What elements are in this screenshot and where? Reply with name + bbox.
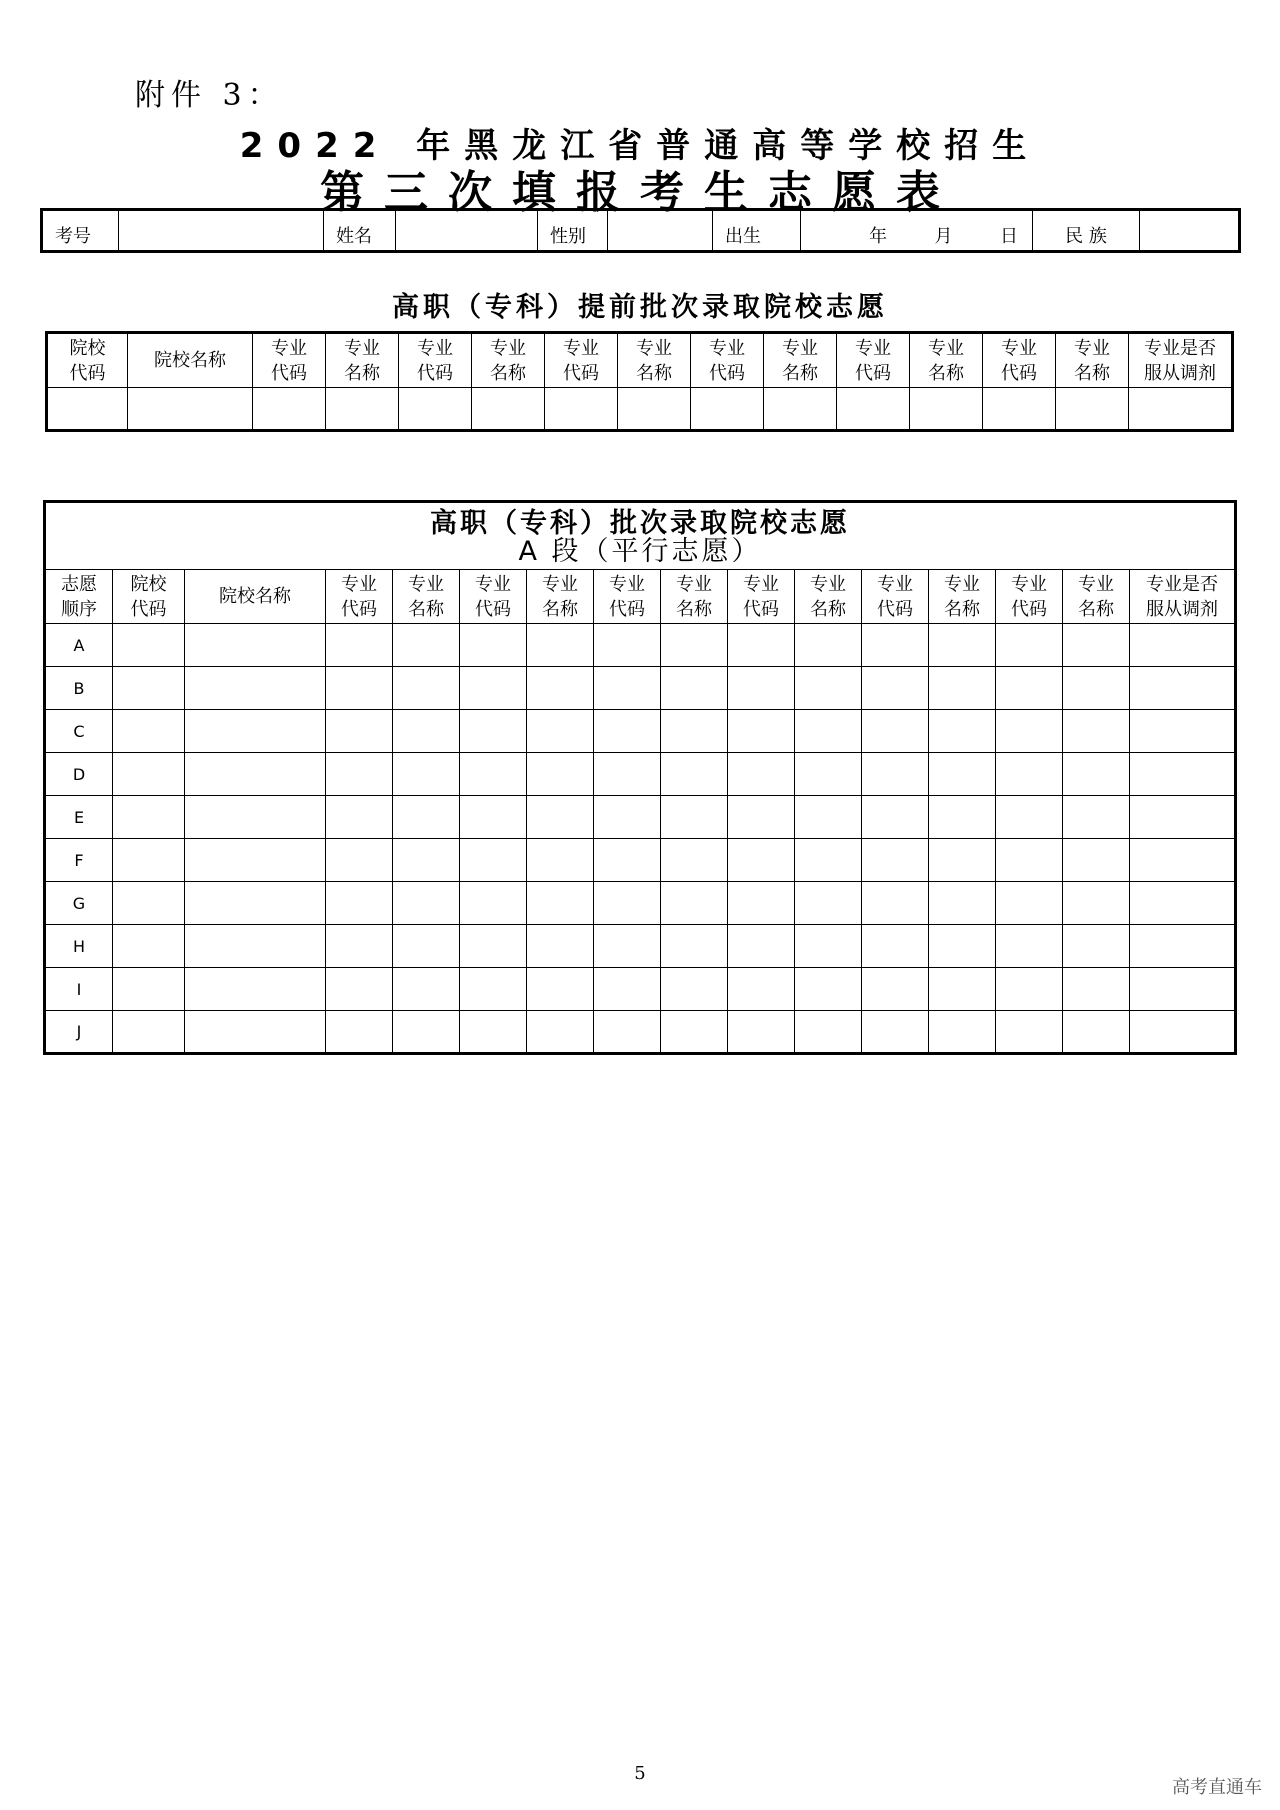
input-cell[interactable]	[393, 710, 460, 753]
input-cell[interactable]	[594, 753, 661, 796]
input-cell[interactable]	[326, 968, 393, 1011]
input-cell[interactable]	[862, 882, 929, 925]
input-cell[interactable]	[185, 1011, 326, 1054]
input-cell[interactable]	[1063, 882, 1130, 925]
input-cell[interactable]	[661, 796, 728, 839]
input-cell[interactable]	[764, 388, 837, 431]
input-cell[interactable]	[929, 667, 996, 710]
input-cell[interactable]	[996, 925, 1063, 968]
input-cell[interactable]	[929, 882, 996, 925]
input-cell[interactable]	[594, 624, 661, 667]
input-cell[interactable]	[393, 753, 460, 796]
input-cell[interactable]	[594, 710, 661, 753]
day-label: 日	[1000, 226, 1018, 247]
column-header: 专业 名称	[393, 570, 460, 624]
section1-title: 高职（专科）提前批次录取院校志愿	[392, 292, 888, 323]
input-cell[interactable]	[594, 839, 661, 882]
gender-label: 性别	[538, 210, 608, 252]
column-header: 专业 名称	[1056, 333, 1129, 388]
input-cell[interactable]	[1130, 796, 1236, 839]
input-cell[interactable]	[910, 388, 983, 431]
form-title-line2: 第三次填报考生志愿表	[320, 167, 960, 218]
input-cell[interactable]	[527, 968, 594, 1011]
input-cell[interactable]	[326, 882, 393, 925]
input-cell[interactable]	[326, 710, 393, 753]
input-cell[interactable]	[393, 1011, 460, 1054]
input-cell[interactable]	[862, 753, 929, 796]
input-cell[interactable]	[460, 624, 527, 667]
input-cell[interactable]	[393, 882, 460, 925]
input-cell[interactable]	[113, 968, 185, 1011]
preference-order: G	[45, 882, 113, 925]
input-cell[interactable]	[185, 710, 326, 753]
column-header: 院校名称	[185, 570, 326, 624]
input-cell[interactable]	[527, 796, 594, 839]
input-cell[interactable]	[1063, 667, 1130, 710]
input-cell[interactable]	[594, 968, 661, 1011]
input-cell[interactable]	[795, 710, 862, 753]
input-cell[interactable]	[728, 839, 795, 882]
ethnicity-label: 民 族	[1033, 210, 1140, 252]
input-cell[interactable]	[113, 925, 185, 968]
input-cell[interactable]	[527, 1011, 594, 1054]
input-cell[interactable]	[527, 624, 594, 667]
column-header: 专业 代码	[399, 333, 472, 388]
section2-title: 高职（专科）批次录取院校志愿	[430, 507, 850, 539]
column-header: 专业是否 服从调剂	[1129, 333, 1233, 388]
table-row	[45, 968, 1236, 1011]
input-cell[interactable]	[1130, 1011, 1236, 1054]
candidate-info-table	[40, 208, 1241, 253]
input-cell[interactable]	[460, 667, 527, 710]
input-cell[interactable]	[996, 839, 1063, 882]
gender-field[interactable]	[608, 210, 713, 252]
preference-order: I	[45, 968, 113, 1011]
column-header: 专业 名称	[795, 570, 862, 624]
input-cell[interactable]	[326, 1011, 393, 1054]
input-cell[interactable]	[527, 710, 594, 753]
input-cell[interactable]	[1056, 388, 1129, 431]
input-cell[interactable]	[929, 796, 996, 839]
input-cell[interactable]	[795, 624, 862, 667]
preference-order: J	[45, 1011, 113, 1054]
input-cell[interactable]	[594, 925, 661, 968]
input-cell[interactable]	[594, 796, 661, 839]
input-cell[interactable]	[795, 925, 862, 968]
column-header: 专业 代码	[460, 570, 527, 624]
column-header: 专业 代码	[253, 333, 326, 388]
preference-order: C	[45, 710, 113, 753]
input-cell[interactable]	[393, 925, 460, 968]
input-cell[interactable]	[983, 388, 1056, 431]
input-cell[interactable]	[837, 388, 910, 431]
input-cell[interactable]	[185, 925, 326, 968]
input-cell[interactable]	[661, 624, 728, 667]
table-row	[45, 710, 1236, 753]
input-cell[interactable]	[460, 796, 527, 839]
name-field[interactable]	[396, 210, 538, 252]
input-cell[interactable]	[113, 882, 185, 925]
input-cell[interactable]	[862, 796, 929, 839]
input-cell[interactable]	[128, 388, 253, 431]
input-cell[interactable]	[728, 1011, 795, 1054]
column-header: 专业 代码	[862, 570, 929, 624]
input-cell[interactable]	[326, 796, 393, 839]
input-cell[interactable]	[113, 796, 185, 839]
column-header: 专业 代码	[983, 333, 1056, 388]
input-cell[interactable]	[862, 968, 929, 1011]
input-cell[interactable]	[113, 753, 185, 796]
column-header: 专业 代码	[996, 570, 1063, 624]
input-cell[interactable]	[1130, 882, 1236, 925]
input-cell[interactable]	[728, 753, 795, 796]
preference-order: H	[45, 925, 113, 968]
input-cell[interactable]	[185, 624, 326, 667]
input-cell[interactable]	[929, 753, 996, 796]
input-cell[interactable]	[661, 753, 728, 796]
input-cell[interactable]	[661, 1011, 728, 1054]
input-cell[interactable]	[795, 968, 862, 1011]
input-cell[interactable]	[393, 624, 460, 667]
input-cell[interactable]	[185, 753, 326, 796]
column-header: 专业 代码	[691, 333, 764, 388]
input-cell[interactable]	[1130, 667, 1236, 710]
input-cell[interactable]	[728, 882, 795, 925]
input-cell[interactable]	[1130, 968, 1236, 1011]
input-cell[interactable]	[527, 753, 594, 796]
vocational-batch-table	[43, 500, 1237, 1055]
page-number: 5	[634, 1763, 646, 1784]
section2-subtitle: A 段（平行志愿）	[518, 535, 762, 567]
input-cell[interactable]	[399, 388, 472, 431]
preference-order: B	[45, 667, 113, 710]
table-row	[45, 624, 1236, 667]
input-cell[interactable]	[1063, 624, 1130, 667]
input-cell[interactable]	[1063, 1011, 1130, 1054]
input-cell[interactable]	[527, 667, 594, 710]
birth-label: 出生	[713, 210, 801, 252]
input-cell[interactable]	[326, 667, 393, 710]
input-cell[interactable]	[1063, 796, 1130, 839]
input-cell[interactable]	[460, 968, 527, 1011]
input-cell[interactable]	[929, 1011, 996, 1054]
input-cell[interactable]	[393, 667, 460, 710]
input-cell[interactable]	[113, 1011, 185, 1054]
input-cell[interactable]	[996, 753, 1063, 796]
input-cell[interactable]	[996, 710, 1063, 753]
input-cell[interactable]	[1063, 925, 1130, 968]
input-cell[interactable]	[929, 839, 996, 882]
column-header: 专业是否 服从调剂	[1130, 570, 1236, 624]
section2-caption	[45, 502, 1236, 570]
column-header: 院校 代码	[113, 570, 185, 624]
input-cell[interactable]	[996, 796, 1063, 839]
input-cell[interactable]	[472, 388, 545, 431]
column-header: 院校名称	[128, 333, 253, 388]
input-cell[interactable]	[795, 1011, 862, 1054]
input-cell[interactable]	[996, 882, 1063, 925]
input-cell[interactable]	[1063, 753, 1130, 796]
input-cell[interactable]	[728, 796, 795, 839]
column-header: 专业 代码	[545, 333, 618, 388]
preference-order: A	[45, 624, 113, 667]
year-label: 年	[869, 226, 888, 247]
input-cell[interactable]	[594, 882, 661, 925]
exam-no-label: 考号	[42, 210, 119, 252]
table-row	[45, 882, 1236, 925]
input-cell[interactable]	[1130, 925, 1236, 968]
input-cell[interactable]	[594, 667, 661, 710]
input-cell[interactable]	[1130, 839, 1236, 882]
column-header: 院校 代码	[47, 333, 128, 388]
watermark: 高考直通车	[1172, 1777, 1262, 1798]
preference-order: D	[45, 753, 113, 796]
input-cell[interactable]	[460, 753, 527, 796]
column-header: 专业 代码	[594, 570, 661, 624]
column-header: 专业 名称	[472, 333, 545, 388]
input-cell[interactable]	[113, 839, 185, 882]
input-cell[interactable]	[862, 710, 929, 753]
input-cell[interactable]	[113, 624, 185, 667]
attachment-label: 附件 3：	[135, 78, 284, 113]
input-cell[interactable]	[1130, 710, 1236, 753]
input-cell[interactable]	[929, 968, 996, 1011]
input-cell[interactable]	[460, 882, 527, 925]
input-cell[interactable]	[460, 839, 527, 882]
ethnicity-field[interactable]	[1140, 210, 1240, 252]
input-cell[interactable]	[1063, 968, 1130, 1011]
input-cell[interactable]	[929, 925, 996, 968]
input-cell[interactable]	[185, 968, 326, 1011]
input-cell[interactable]	[185, 839, 326, 882]
input-cell[interactable]	[661, 882, 728, 925]
input-cell[interactable]	[1063, 839, 1130, 882]
input-cell[interactable]	[527, 882, 594, 925]
input-cell[interactable]	[862, 839, 929, 882]
table-row	[45, 796, 1236, 839]
input-cell[interactable]	[996, 968, 1063, 1011]
column-header: 专业 代码	[837, 333, 910, 388]
column-header: 专业 名称	[910, 333, 983, 388]
input-cell[interactable]	[661, 925, 728, 968]
exam-no-field[interactable]	[119, 210, 324, 252]
input-cell[interactable]	[661, 968, 728, 1011]
input-cell[interactable]	[185, 882, 326, 925]
input-cell[interactable]	[728, 624, 795, 667]
input-cell[interactable]	[527, 839, 594, 882]
input-cell[interactable]	[929, 624, 996, 667]
column-header: 专业 名称	[661, 570, 728, 624]
input-cell[interactable]	[113, 667, 185, 710]
input-cell[interactable]	[862, 667, 929, 710]
input-cell[interactable]	[393, 796, 460, 839]
column-header: 专业 代码	[326, 570, 393, 624]
table-row	[45, 925, 1236, 968]
input-cell[interactable]	[47, 388, 128, 431]
column-header: 专业 名称	[1063, 570, 1130, 624]
input-cell[interactable]	[661, 667, 728, 710]
input-cell[interactable]	[460, 710, 527, 753]
early-batch-table	[45, 331, 1234, 432]
input-cell[interactable]	[253, 388, 326, 431]
table-row	[45, 1011, 1236, 1054]
input-cell[interactable]	[795, 753, 862, 796]
input-cell[interactable]	[326, 839, 393, 882]
input-cell[interactable]	[113, 710, 185, 753]
input-cell[interactable]	[795, 796, 862, 839]
input-cell[interactable]	[728, 667, 795, 710]
input-cell[interactable]	[996, 1011, 1063, 1054]
column-header: 专业 名称	[764, 333, 837, 388]
input-cell[interactable]	[728, 968, 795, 1011]
input-cell[interactable]	[326, 388, 399, 431]
input-cell[interactable]	[326, 925, 393, 968]
input-cell[interactable]	[460, 925, 527, 968]
column-header: 志愿 顺序	[45, 570, 113, 624]
input-cell[interactable]	[1130, 624, 1236, 667]
input-cell[interactable]	[618, 388, 691, 431]
input-cell[interactable]	[691, 388, 764, 431]
input-cell[interactable]	[996, 667, 1063, 710]
input-cell[interactable]	[185, 667, 326, 710]
input-cell[interactable]	[326, 753, 393, 796]
table-row	[45, 667, 1236, 710]
input-cell[interactable]	[185, 796, 326, 839]
birth-date-field[interactable]	[801, 210, 1033, 252]
input-cell[interactable]	[862, 624, 929, 667]
input-cell[interactable]	[996, 624, 1063, 667]
input-cell[interactable]	[795, 839, 862, 882]
column-header: 专业 名称	[527, 570, 594, 624]
column-header: 专业 名称	[929, 570, 996, 624]
preference-order: E	[45, 796, 113, 839]
column-header: 专业 名称	[618, 333, 691, 388]
input-cell[interactable]	[545, 388, 618, 431]
input-cell[interactable]	[929, 710, 996, 753]
form-title-line1: 2022 年黑龙江省普通高等学校招生	[239, 126, 1041, 166]
input-cell[interactable]	[661, 839, 728, 882]
input-cell[interactable]	[393, 968, 460, 1011]
input-cell[interactable]	[1129, 388, 1233, 431]
column-header: 专业 代码	[728, 570, 795, 624]
name-label: 姓名	[324, 210, 396, 252]
input-cell[interactable]	[527, 925, 594, 968]
input-cell[interactable]	[795, 882, 862, 925]
input-cell[interactable]	[862, 1011, 929, 1054]
input-cell[interactable]	[728, 710, 795, 753]
input-cell[interactable]	[795, 667, 862, 710]
input-cell[interactable]	[1130, 753, 1236, 796]
input-cell[interactable]	[661, 710, 728, 753]
preference-order: F	[45, 839, 113, 882]
input-cell[interactable]	[326, 624, 393, 667]
table-row	[45, 839, 1236, 882]
input-cell[interactable]	[728, 925, 795, 968]
input-cell[interactable]	[1063, 710, 1130, 753]
input-cell[interactable]	[393, 839, 460, 882]
column-header: 专业 名称	[326, 333, 399, 388]
input-cell[interactable]	[594, 1011, 661, 1054]
month-label: 月	[934, 226, 953, 247]
input-cell[interactable]	[460, 1011, 527, 1054]
input-cell[interactable]	[862, 925, 929, 968]
table-row	[45, 753, 1236, 796]
